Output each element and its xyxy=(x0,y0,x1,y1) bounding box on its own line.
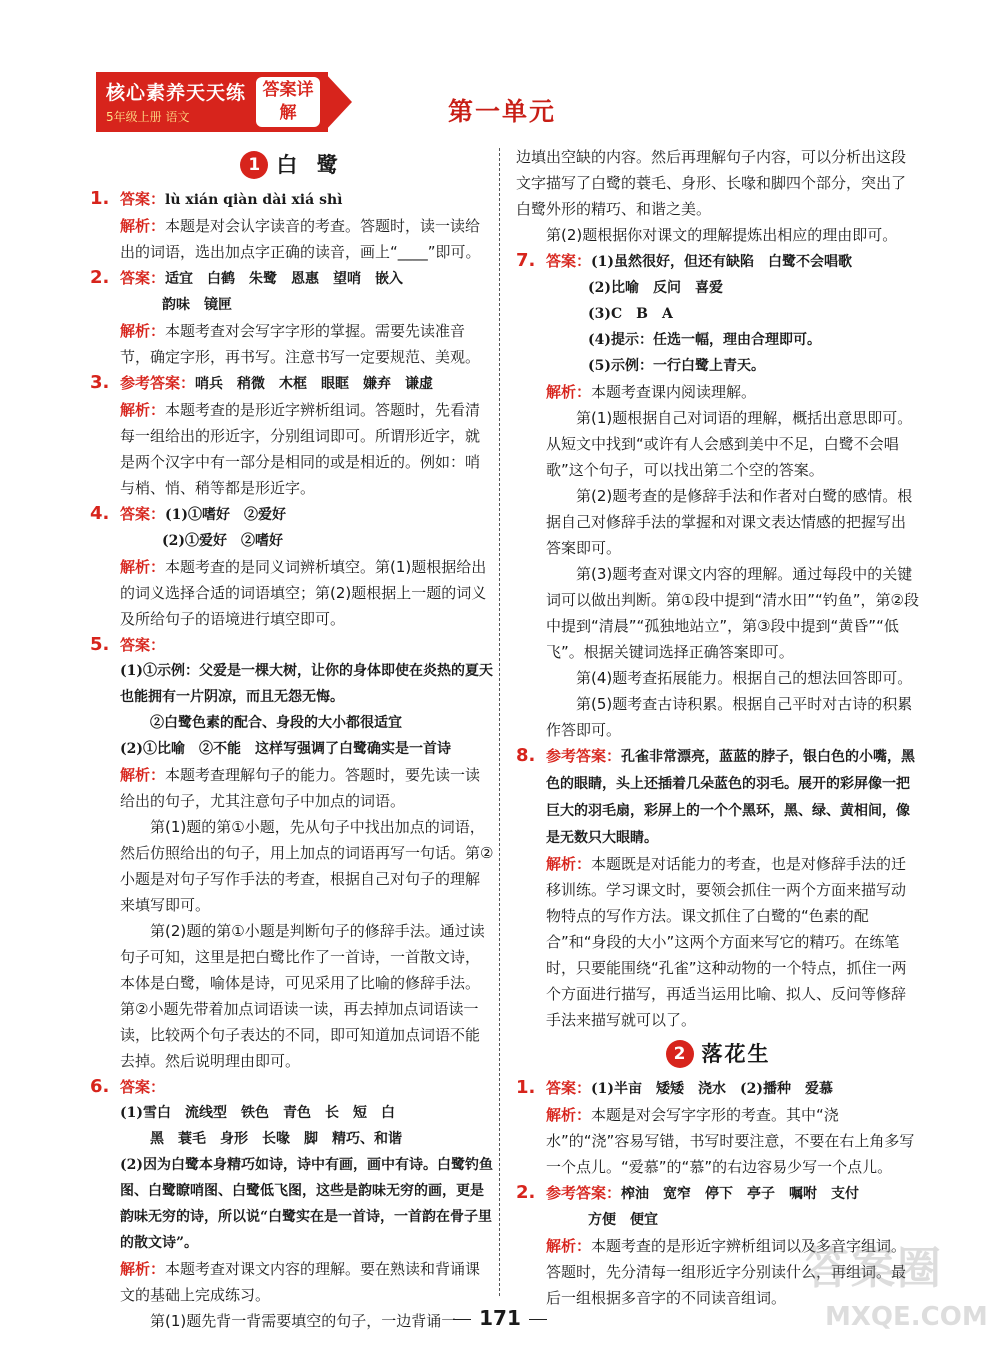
answer-text: 韵味 镜匣 xyxy=(162,297,232,313)
question-number: 7. xyxy=(516,250,536,271)
analysis-paragraph: 第(1)题先背一背需要填空的句子，一边背诵一 xyxy=(150,1312,457,1330)
analysis-label: 解析： xyxy=(546,383,592,401)
analysis-text: 本题考查对课文内容的理解。要在熟读和背诵课文的基础上完成练习。 xyxy=(120,1260,481,1304)
analysis-label: 解析： xyxy=(546,855,592,873)
analysis-paragraph: 第(2)题的第①小题是判断句子的修辞手法。通过读句子可知，这里是把白鹭比作了一首诗，一首散文诗，本体是白鹭，喻体是诗，可见采用了比喻的修辞手法。第②小题先带着加点词语读一读，再去掉加点词语读一读，比较两个句子表达的不同，即可知道加点词语不能去掉。然后说明理由即可。 xyxy=(120,922,485,1070)
question-number: 6. xyxy=(90,1076,110,1097)
question-6-continued xyxy=(516,144,920,248)
question-4 xyxy=(90,501,494,632)
answer-text: 方便 便宜 xyxy=(588,1212,658,1228)
left-column xyxy=(90,144,494,1334)
watermark-url: MXQE.COM xyxy=(825,1302,988,1332)
answer-label: 参考答案： xyxy=(120,374,196,392)
question-number: 1. xyxy=(516,1077,536,1098)
analysis-label: 解析： xyxy=(120,322,166,340)
question-5 xyxy=(90,632,494,1074)
analysis-label: 解析： xyxy=(120,766,166,784)
analysis-label: 解析： xyxy=(546,1237,592,1255)
question-number: 3. xyxy=(90,372,110,393)
lesson2-question-1 xyxy=(516,1075,920,1180)
analysis-text: 本题考查理解句子的能力。答题时，要先读一读给出的句子，尤其注意句子中加点的词语。 xyxy=(120,766,481,810)
analysis-label: 解析： xyxy=(120,217,166,235)
answer-text: (2)比喻 反问 喜爱 xyxy=(588,280,723,296)
question-number: 4. xyxy=(90,503,110,524)
question-number: 2. xyxy=(90,267,110,288)
answer-label: 答案： xyxy=(546,252,592,270)
banner-arrow xyxy=(324,72,352,132)
question-2 xyxy=(90,265,494,370)
analysis-paragraph: 边填出空缺的内容。然后再理解句子内容，可以分析出这段文字描写了白鹭的蓑毛、身形、长喙和脚四个部分，突出了白鹭外形的精巧、和谐之美。 xyxy=(516,148,907,218)
right-column xyxy=(516,144,920,1311)
answer-text: (1)半亩 矮矮 浇水 (2)播种 爱慕 xyxy=(591,1081,833,1097)
analysis-text: 本题是对会认字读音的考查。答题时，读一读给出的词语，选出加点字正确的读音，画上“____”即可。 xyxy=(120,217,481,261)
answer-label: 参考答案： xyxy=(546,747,622,765)
question-1 xyxy=(90,186,494,265)
analysis-paragraph: 第(1)题根据自己对词语的理解，概括出意思即可。从短文中找到“或许有人会感到美中不足，白鹭不会唱歌”这个句子，可以找出第二个空的答案。 xyxy=(546,409,913,479)
analysis-text: 本题考查的是形近字辨析组词。答题时，先看清每一组给出的形近字，分别组词即可。所谓形近字，就是两个汉字中有一部分是相同的或是相近的。例如：哨与梢、悄、稍等都是形近字。 xyxy=(120,401,481,497)
analysis-paragraph: 第(2)题根据你对课文的理解提炼出相应的理由即可。 xyxy=(546,226,898,244)
watermark-logo xyxy=(805,1232,988,1342)
answer-text: (1)虽然很好，但还有缺陷 白鹭不会唱歌 xyxy=(591,254,853,270)
analysis-paragraph: 第(3)题考查对课文内容的理解。通过每段中的关键词可以做出判断。第①段中提到“清水田”“钓鱼”，第②段中提到“清晨”“孤独地站立”，第③段中提到“黄昏”“低飞”。根据关键词选择正确答案即可。 xyxy=(546,565,919,661)
answer-label: 答案： xyxy=(546,1079,592,1097)
answer-label: 答案： xyxy=(120,636,166,654)
analysis-label: 解析： xyxy=(120,1260,166,1278)
analysis-paragraph: 第(4)题考查拓展能力。根据自己的想法回答即可。 xyxy=(576,669,913,687)
answer-text: 榨油 宽窄 停下 亭子 嘱咐 支付 xyxy=(621,1186,860,1202)
answer-text: 适宜 白鹤 朱鹭 恩惠 望哨 嵌入 xyxy=(165,271,404,287)
series-title: 核心素养天天练 xyxy=(106,82,247,104)
answer-text: (2)①爱好 ②嗜好 xyxy=(162,533,283,549)
question-7 xyxy=(516,248,920,743)
answer-label: 参考答案： xyxy=(546,1184,622,1202)
answer-badge: 答案详解 xyxy=(256,77,320,127)
answer-text: (2)因为白鹭本身精巧如诗，诗中有画，画中有诗。白鹭钓鱼图、白鹭瞭哨图、白鹭低飞图，这些是韵味无穷的画，更是韵味无穷的诗，所以说“白鹭实在是一首诗，一首韵在骨子里的散文诗”。 xyxy=(120,1157,493,1251)
watermark-text: 答案圈 xyxy=(805,1243,943,1294)
question-number: 5. xyxy=(90,634,110,655)
answer-text: (2)①比喻 ②不能 这样写强调了白鹭确实是一首诗 xyxy=(120,741,451,757)
page-number: 171 xyxy=(440,1306,560,1330)
lesson-number: 2 xyxy=(666,1040,694,1068)
series-banner xyxy=(96,72,354,132)
answer-text: (5)示例：一行白鹭上青天。 xyxy=(588,358,765,374)
question-6 xyxy=(90,1074,494,1334)
answer-label: 答案： xyxy=(120,190,166,208)
analysis-text: 本题考查的是同义词辨析填空。第(1)题根据给出的词义选择合适的词语填空；第(2)题根据上一题的词义及所给句子的语境进行填空即可。 xyxy=(120,558,487,628)
analysis-paragraph: 第(1)题的第①小题，先从句子中找出加点的词语，然后仿照给出的句子，用上加点的词语再写一句话。第②小题是对句子写作手法的考查，根据自己对句子的理解来填写即可。 xyxy=(120,818,494,914)
answer-text: lù xián qiàn dài xiá shì xyxy=(165,192,343,208)
lesson-heading-1 xyxy=(90,148,494,182)
analysis-label: 解析： xyxy=(120,558,166,576)
analysis-label: 解析： xyxy=(120,401,166,419)
lesson-title: 落花生 xyxy=(701,1042,771,1066)
question-number: 8. xyxy=(516,745,536,766)
analysis-label: 解析： xyxy=(546,1106,592,1124)
lesson-title: 白 鹭 xyxy=(276,153,344,177)
answer-text: 哨兵 稍微 木框 眼眶 嫌弃 谦虚 xyxy=(195,376,434,392)
answer-text: 黑 蓑毛 身形 长喙 脚 精巧、和谐 xyxy=(150,1131,402,1147)
answer-text: (3)C B A xyxy=(588,306,673,322)
answer-text: (1)①嗜好 ②爱好 xyxy=(165,507,287,523)
question-number: 1. xyxy=(90,188,110,209)
column-divider xyxy=(499,148,500,1296)
answer-label: 答案： xyxy=(120,269,166,287)
analysis-text: 本题考查课内阅读理解。 xyxy=(591,383,757,401)
analysis-text: 本题考查对会写字字形的掌握。需要先读准音节，确定字形，再书写。注意书写一定要规范、美观。 xyxy=(120,322,481,366)
analysis-text: 本题既是对话能力的考查，也是对修辞手法的迁移训练。学习课文时，要领会抓住一两个方面来描写动物特点的写作方法。课文抓住了白鹭的“色素的配合”和“身段的大小”这两个方面来写它的精巧。在练笔时，只要能围绕“孔雀”这种动物的一个特点，抓住一两个方面进行描写，再适当运用比喻、拟人、反问等修辞手法来描写就可以了。 xyxy=(546,855,907,1029)
answer-text: (1)①示例：父爱是一棵大树，让你的身体即使在炎热的夏天也能拥有一片阴凉，而且无怨无悔。 xyxy=(120,663,493,705)
question-8 xyxy=(516,743,920,1033)
grade-label: 5年级上册 语文 xyxy=(106,110,190,124)
analysis-paragraph: 第(2)题考查的是修辞手法和作者对白鹭的感情。根据自己对修辞手法的掌握和对课文表达情感的把握写出答案即可。 xyxy=(546,487,913,557)
analysis-text: 本题是对会写字字形的考查。其中“浇水”的“浇”容易写错，书写时要注意，不要在右上角多写一个点儿。“爱慕”的“慕”的右边容易少写一个点儿。 xyxy=(546,1106,915,1176)
answer-text: ②白鹭色素的配合、身段的大小都很适宜 xyxy=(150,715,402,731)
unit-title: 第一单元 xyxy=(448,97,557,126)
answer-text: 孔雀非常漂亮，蓝蓝的脖子，银白色的小嘴，黑色的眼睛，头上还插着几朵蓝色的羽毛。展开的彩屏像一把巨大的羽毛扇，彩屏上的一个个黑环，黑、绿、黄相间，像是无数只大眼睛。 xyxy=(546,749,916,846)
answer-label: 答案： xyxy=(120,1078,166,1096)
lesson-heading-2 xyxy=(516,1037,920,1071)
question-number: 2. xyxy=(516,1182,536,1203)
answer-text: (1)雪白 流线型 铁色 青色 长 短 白 xyxy=(120,1105,395,1121)
lesson-number: 1 xyxy=(240,151,268,179)
answer-text: (4)提示：任选一幅，理由合理即可。 xyxy=(588,332,821,348)
analysis-paragraph: 第(5)题考查古诗积累。根据自己平时对古诗的积累作答即可。 xyxy=(546,695,913,739)
question-3 xyxy=(90,370,494,501)
analysis-text: 本题考查的是形近字辨析组词以及多音字组词。答题时，先分清每一组形近字分别读什么，再组词。最后一组根据多音字的不同读音组词。 xyxy=(546,1237,907,1307)
answer-label: 答案： xyxy=(120,505,166,523)
